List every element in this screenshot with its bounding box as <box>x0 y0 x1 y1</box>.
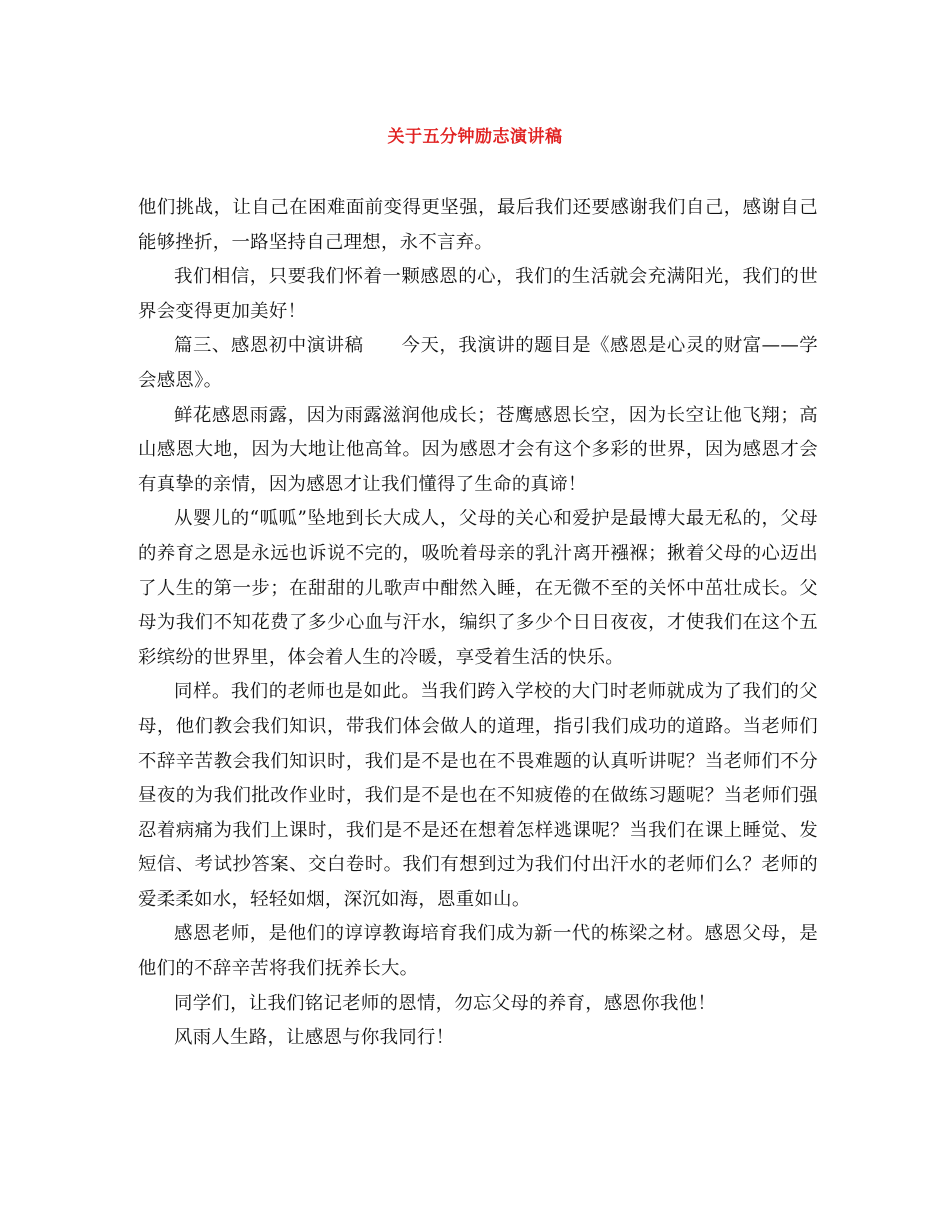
paragraph: 鲜花感恩雨露，因为雨露滋润他成长；苍鹰感恩长空，因为长空让他飞翔；高山感恩大地，因为大地让他高耸。因为感恩才会有这个多彩的世界，因为感恩才会有真挚的亲情，因为感恩才让我们懂得了生命的真谛！ <box>138 404 818 495</box>
paragraph-continuation: 他们挑战，让自己在困难面前变得更坚强，最后我们还要感谢我们自己，感谢自己能够挫折，一路坚持自己理想，永不言弃。 <box>138 197 818 253</box>
paragraph: 篇三、感恩初中演讲稿 今天，我演讲的题目是《感恩是心灵的财富——学会感恩》。 <box>138 335 818 391</box>
paragraph: 同学们，让我们铭记老师的恩情，勿忘父母的养育，感恩你我他！ <box>174 992 717 1014</box>
document-body <box>138 191 818 1056</box>
paragraph: 同样。我们的老师也是如此。当我们跨入学校的大门时老师就成为了我们的父母，他们教会我们知识，带我们体会做人的道理，指引我们成功的道路。当老师们不辞辛苦教会我们知识时，我们是不是也在不畏难题的认真听讲呢？当老师们不分昼夜的为我们批改作业时，我们是不是也在不知疲倦的在做练习题呢？当老师们强忍着病痛为我们上课时，我们是不是还在想着怎样逃课呢？当我们在课上睡觉、发短信、考试抄答案、交白卷时。我们有想到过为我们付出汗水的老师们么？老师的爱柔柔如水，轻轻如烟，深沉如海，恩重如山。 <box>138 681 818 910</box>
paragraph: 我们相信，只要我们怀着一颗感恩的心，我们的生活就会充满阳光，我们的世界会变得更加美好！ <box>138 266 818 322</box>
paragraph: 风雨人生路，让感恩与你我同行！ <box>174 1027 455 1049</box>
document-title: 关于五分钟励志演讲稿 <box>387 127 563 147</box>
paragraph: 从婴儿的“呱呱”坠地到长大成人，父母的关心和爱护是最博大最无私的，父母的养育之恩是永远也诉说不完的，吸吮着母亲的乳汁离开襁褓；揪着父母的心迈出了人生的第一步；在甜甜的儿歌声中酣然入睡，在无微不至的关怀中茁壮成长。父母为我们不知花费了多少心血与汗水，编织了多少个日日夜夜，才使我们在这个五彩缤纷的世界里，体会着人生的冷暖，享受着生活的快乐。 <box>138 508 818 668</box>
paragraph: 感恩老师，是他们的谆谆教诲培育我们成为新一代的栋梁之材。感恩父母，是他们的不辞辛苦将我们抚养长大。 <box>138 923 818 980</box>
